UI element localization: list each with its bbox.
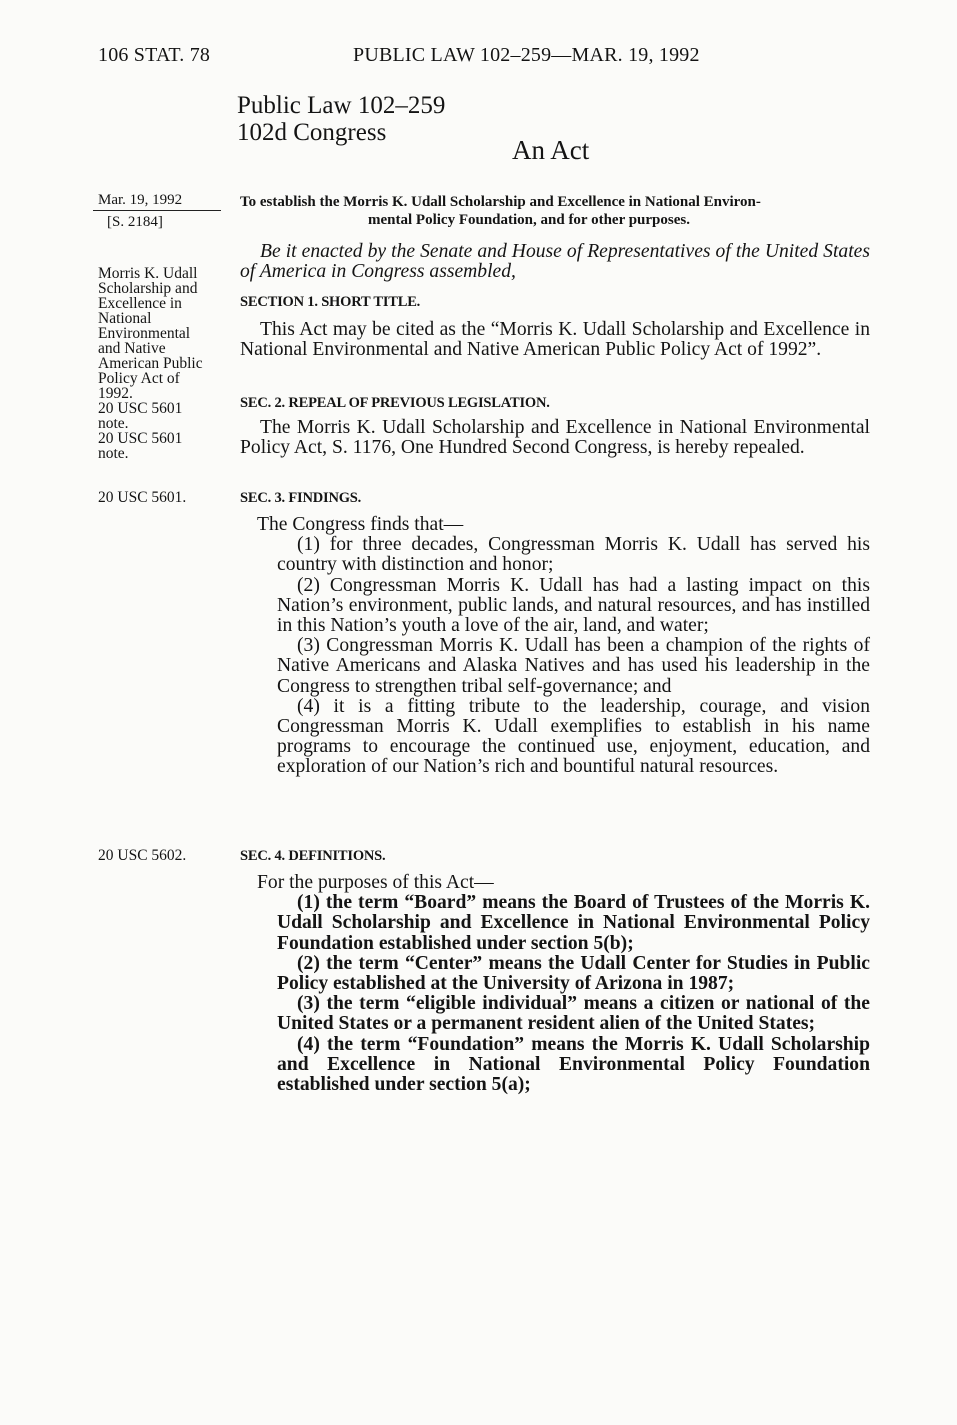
finding-item: (2) Congressman Morris K. Udall has had a lasting impact on this Nation’s environment, public lands, and natural resources, and has instilled in this Nation’s youth a love of the air, land, and water;: [277, 574, 870, 637]
margin-line: Excellence in: [98, 295, 182, 312]
section-3-lead: The Congress finds that—: [257, 514, 464, 535]
enacting-clause-text: Be it enacted by the Senate and House of Representatives of the United States of America in Congress assembled,: [240, 241, 870, 283]
section-1-text: This Act may be cited as the “Morris K. Udall Scholarship and Excellence in National Environmental and Native American Public Policy Act of 1992”.: [240, 319, 870, 361]
section-1-body: [240, 320, 870, 360]
margin-line: Morris K. Udall: [98, 265, 198, 282]
definition-item: (3) the term “eligible individual” means a citizen or national of the United States or a permanent resident alien of the United States;: [277, 993, 870, 1035]
section-2-body: [240, 418, 870, 458]
finding-item: (1) for three decades, Congressman Morris K. Udall has served his country with distinction and honor;: [277, 534, 870, 576]
finding-item: (3) Congressman Morris K. Udall has been a champion of the rights of Native Americans and Alaska Natives and has used his leadership in the Congress to strengthen tribal self-governance; and: [277, 635, 870, 697]
margin-rule: [93, 210, 221, 211]
definition-item: (2) the term “Center” means the Udall Center for Studies in Public Policy established at the University of Arizona in 1987;: [277, 952, 870, 995]
definition-item: (1) the term “Board” means the Board of Trustees of the Morris K. Udall Scholarship and Excellence in National Environmental Policy Foundation established under section 5(b);: [277, 892, 870, 954]
margin-line: note.: [98, 415, 129, 432]
margin-line: National: [98, 310, 152, 327]
margin-line: Scholarship and: [98, 280, 198, 297]
section-3-body: [240, 515, 870, 778]
purpose-line-1: To establish the Morris K. Udall Scholarship and Excellence in National Environ-: [240, 194, 761, 210]
margin-line: Environmental: [98, 325, 191, 342]
section-1-heading: SECTION 1. SHORT TITLE.: [240, 294, 421, 310]
section-2-text: The Morris K. Udall Scholarship and Excellence in National Environmental Policy Act, S. 1176, One Hundred Second Congress, is hereby repealed.: [240, 417, 870, 459]
section-4-lead: For the purposes of this Act—: [257, 872, 494, 893]
margin-line: and Native: [98, 340, 166, 357]
section-3-heading: SEC. 3. FINDINGS.: [240, 490, 362, 506]
congress-number: 102d Congress: [237, 119, 387, 146]
finding-item: (4) it is a fitting tribute to the leadership, courage, and vision Congressman Morris K. Udall exemplifies to establish in his name programs to encourage the continued use, enjoyment, education, and exploration of our Nation’s rich and bountiful natural resources.: [277, 695, 870, 778]
margin-line: American Public: [98, 355, 203, 372]
page-stat-number: 106 STAT. 78: [98, 44, 211, 66]
margin-usc-5602: 20 USC 5602.: [98, 847, 187, 864]
margin-date: Mar. 19, 1992: [98, 192, 183, 208]
margin-usc-5601: 20 USC 5601.: [98, 489, 187, 506]
an-act-heading: An Act: [512, 135, 590, 165]
margin-line: 1992.: [98, 385, 133, 402]
section-4-heading: SEC. 4. DEFINITIONS.: [240, 848, 386, 864]
section-4-body: [240, 873, 870, 1095]
enacting-clause: [240, 242, 870, 282]
public-law-number: Public Law 102–259: [237, 92, 446, 119]
margin-line: 20 USC 5601: [98, 400, 183, 417]
running-title: PUBLIC LAW 102–259—MAR. 19, 1992: [353, 44, 700, 66]
margin-line: Policy Act of: [98, 370, 180, 387]
definition-item: (4) the term “Foundation” means the Morris K. Udall Scholarship and Excellence in National Environmental Policy Foundation established under section 5(a);: [277, 1033, 870, 1096]
margin-line: 20 USC 5601: [98, 430, 183, 447]
margin-bill-number: [S. 2184]: [107, 214, 163, 230]
margin-line: note.: [98, 445, 129, 462]
purpose-line-2: mental Policy Foundation, and for other purposes.: [368, 212, 690, 228]
section-2-heading: SEC. 2. REPEAL OF PREVIOUS LEGISLATION.: [240, 395, 550, 411]
margin-short-title-note: [98, 266, 203, 461]
